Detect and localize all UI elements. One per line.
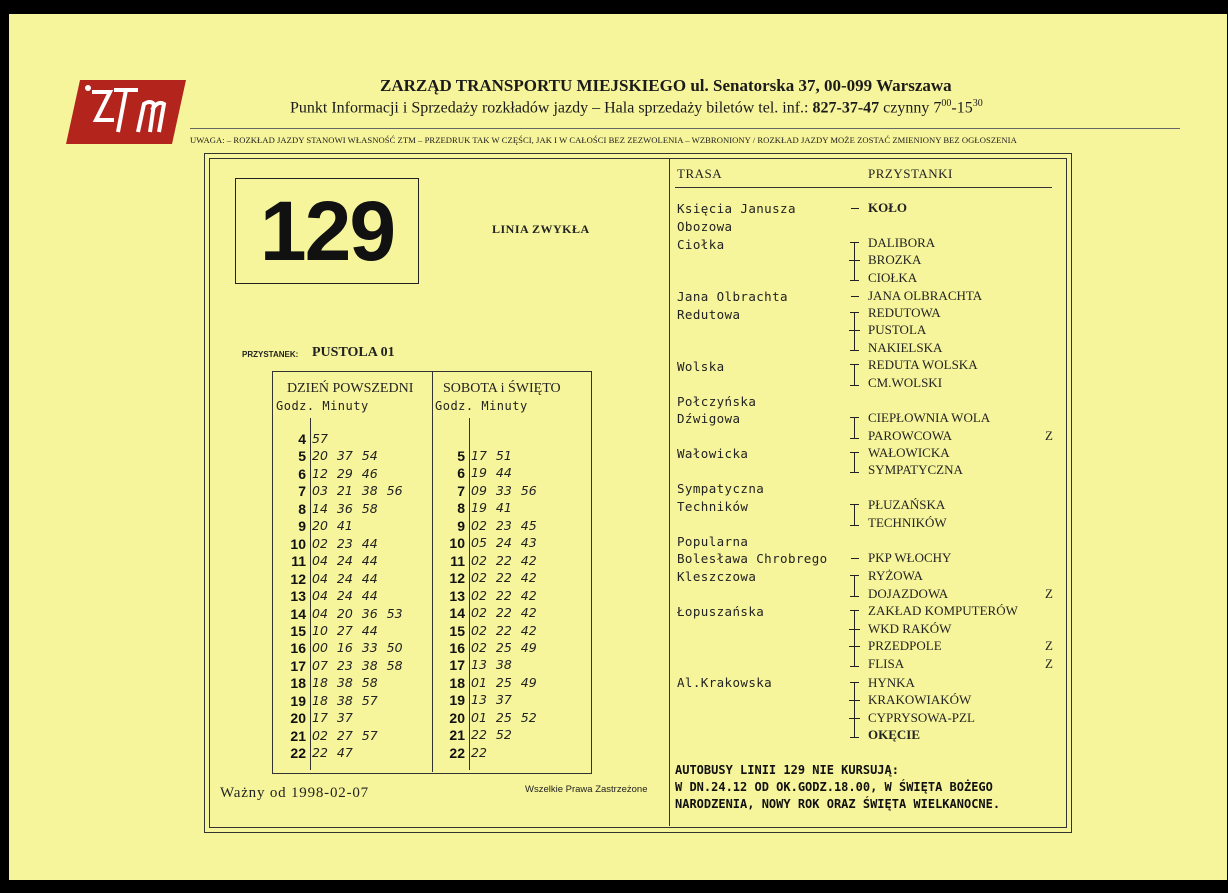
route-street: Sympatyczna	[677, 481, 765, 496]
route-bracket	[854, 312, 855, 350]
phone-number: 827-37-47	[812, 99, 880, 117]
route-tick	[850, 364, 859, 365]
route-tick	[850, 596, 859, 597]
panel-divider	[669, 158, 670, 826]
minutes: 02 23 45	[471, 517, 537, 533]
route-bracket	[854, 417, 855, 438]
route-bracket	[854, 682, 855, 737]
hour: 22	[290, 745, 306, 762]
weekday-hour-rule	[310, 418, 311, 770]
minutes: 05 24 43	[471, 535, 537, 551]
ztm-logo	[66, 80, 186, 144]
route-stop: TECHNIKÓW	[868, 515, 947, 530]
minutes: 02 23 44	[312, 535, 378, 551]
hour: 12	[290, 570, 306, 587]
route-tick	[850, 472, 859, 473]
minutes: 04 20 36 53	[312, 605, 403, 621]
minutes: 04 24 44	[312, 588, 378, 604]
hour: 8	[457, 500, 465, 517]
hour: 8	[298, 500, 306, 517]
route-connector	[851, 558, 859, 559]
route-header: TRASA	[677, 166, 723, 181]
route-tick	[850, 280, 859, 281]
route-street: Połczyńska	[677, 394, 757, 409]
minutes: 02 22 42	[471, 622, 537, 638]
route-tick	[850, 417, 859, 418]
rights-reserved: Wszelkie Prawa Zastrzeżone	[525, 784, 648, 795]
route-stop: ZAKŁAD KOMPUTERÓW	[868, 603, 1018, 618]
route-stop: OKĘCIE	[868, 727, 921, 742]
hour: 18	[449, 674, 465, 691]
route-street: Bolesława Chrobrego	[677, 551, 828, 566]
route-stop: KOŁO	[868, 200, 908, 215]
route-stop: CYPRYSOWA-PZL	[868, 710, 975, 725]
line-type: LINIA ZWYKŁA	[492, 222, 590, 236]
stop-name: PUSTOLA 01	[312, 345, 395, 360]
route-street: Łopuszańska	[677, 604, 765, 619]
minutes: 02 25 49	[471, 639, 537, 655]
hour: 6	[457, 465, 465, 482]
minutes: 01 25 52	[471, 709, 537, 725]
hour: 17	[449, 657, 465, 674]
route-tick	[850, 385, 859, 386]
route-tick	[849, 629, 860, 630]
holiday-subheader: Godz. Minuty	[435, 399, 528, 413]
route-bracket	[854, 452, 855, 472]
route-stop: REDUTOWA	[868, 305, 941, 320]
minutes: 00 16 33 50	[312, 640, 403, 656]
minutes: 19 44	[471, 465, 512, 481]
hour: 17	[290, 657, 306, 674]
header-divider	[190, 128, 1180, 129]
hour: 9	[457, 517, 465, 534]
hour: 7	[298, 483, 306, 500]
route-bracket	[854, 242, 855, 280]
minutes: 22	[471, 744, 487, 760]
valid-from: Ważny od 1998-02-07	[220, 785, 369, 801]
route-header-rule	[675, 187, 1052, 188]
minutes: 18 38 58	[312, 675, 378, 691]
route-connector	[851, 296, 859, 297]
route-tick	[850, 452, 859, 453]
route-stop: REDUTA WOLSKA	[868, 357, 978, 372]
route-stop: HYNKA	[868, 675, 915, 690]
route-stop: RYŻOWA	[868, 568, 923, 583]
hour: 14	[290, 605, 306, 622]
route-tick	[850, 242, 859, 243]
minutes: 14 36 58	[312, 500, 378, 516]
route-tick	[849, 330, 860, 331]
route-bracket	[854, 575, 855, 596]
route-stop: DOJAZDOWA	[868, 586, 949, 601]
hour: 11	[291, 553, 306, 570]
hour: 19	[290, 692, 306, 709]
route-tick	[850, 682, 859, 683]
route-stop: PUSTOLA	[868, 322, 927, 337]
hour: 19	[449, 692, 465, 709]
minutes: 04 24 44	[312, 570, 378, 586]
minutes: 03 21 38 56	[312, 483, 403, 499]
minutes: 18 38 57	[312, 692, 378, 708]
hour: 5	[457, 448, 465, 464]
route-bracket	[854, 610, 855, 666]
route-stop: NAKIELSKA	[868, 340, 943, 355]
hour: 14	[449, 605, 465, 622]
minutes: 22 47	[312, 745, 353, 761]
route-street: Ciołka	[677, 237, 725, 252]
route-street: Jana Olbrachta	[677, 289, 788, 304]
stop-flag: Z	[1045, 586, 1053, 601]
route-tick	[850, 350, 859, 351]
stop-label: PRZYSTANEK:	[242, 350, 299, 359]
route-street: Wałowicka	[677, 446, 749, 461]
minutes: 17 37	[312, 710, 353, 726]
hour: 20	[449, 709, 465, 726]
route-stop: FLISA	[868, 656, 905, 671]
route-tick	[850, 737, 859, 738]
line-number: 129	[259, 184, 395, 278]
hour: 22	[449, 744, 465, 761]
route-street: Popularna	[677, 534, 749, 549]
minutes: 02 22 42	[471, 552, 537, 568]
route-street: Księcia Janusza	[677, 201, 796, 216]
route-tick	[849, 646, 860, 647]
hour: 16	[290, 640, 306, 657]
notice-line: NARODZENIA, NOWY ROK ORAZ ŚWIĘTA WIELKANOCNE.	[675, 797, 1001, 811]
route-street: Kleszczowa	[677, 569, 757, 584]
route-stop: JANA OLBRACHTA	[868, 288, 983, 303]
weekday-subheader: Godz. Minuty	[276, 399, 369, 413]
weekday-title: DZIEŃ POWSZEDNI	[287, 381, 414, 396]
route-stop: WAŁOWICKA	[868, 445, 950, 460]
minutes: 02 22 42	[471, 605, 537, 621]
hour: 11	[450, 552, 465, 569]
route-tick	[850, 666, 859, 667]
route-tick	[850, 525, 859, 526]
route-tick	[849, 718, 860, 719]
route-street: Techników	[677, 499, 749, 514]
stop-flag: Z	[1045, 428, 1053, 443]
route-stop: PRZEDPOLE	[868, 638, 942, 653]
org-header: ZARZĄD TRANSPORTU MIEJSKIEGO ul. Senatorska 37, 00-099 Warszawa	[380, 76, 952, 95]
minutes: 13 37	[471, 692, 512, 708]
route-stop: KRAKOWIAKÓW	[868, 692, 972, 707]
hour: 21	[290, 727, 306, 744]
route-stop: DALIBORA	[868, 235, 936, 250]
minutes: 02 22 42	[471, 570, 537, 586]
minutes: 02 27 57	[312, 727, 378, 743]
hour: 7	[457, 482, 465, 499]
holiday-title: SOBOTA i ŚWIĘTO	[443, 381, 561, 396]
hour: 4	[298, 431, 306, 447]
stop-flag: Z	[1045, 656, 1053, 671]
minutes: 04 24 44	[312, 553, 378, 569]
minutes: 19 41	[471, 500, 512, 516]
route-stop: CM.WOLSKI	[868, 375, 943, 390]
minutes: 13 38	[471, 657, 512, 673]
hour: 15	[290, 622, 306, 639]
route-stop: BROZKA	[868, 252, 922, 267]
minutes: 10 27 44	[312, 622, 378, 638]
minutes: 09 33 56	[471, 482, 537, 498]
notice-line: AUTOBUSY LINII 129 NIE KURSUJĄ:	[675, 763, 899, 777]
route-tick	[849, 260, 860, 261]
route-tick	[850, 438, 859, 439]
minutes: 57	[312, 431, 328, 446]
route-tick	[850, 610, 859, 611]
route-stop: SYMPATYCZNA	[868, 462, 963, 477]
hour: 10	[290, 535, 306, 552]
hour: 18	[290, 675, 306, 692]
route-stop: PŁUZAŃSKA	[868, 497, 946, 512]
hour: 9	[298, 518, 306, 535]
hour: 13	[290, 588, 306, 605]
hour: 16	[449, 639, 465, 656]
minutes: 12 29 46	[312, 465, 378, 481]
route-street: Obozowa	[677, 219, 733, 234]
minutes: 01 25 49	[471, 674, 537, 690]
route-connector	[851, 208, 859, 209]
route-stop: WKD RAKÓW	[868, 621, 952, 636]
notice-line: W DN.24.12 OD OK.GODZ.18.00, W ŚWIĘTA BOŻEGO	[675, 780, 993, 794]
hour: 15	[449, 622, 465, 639]
service-notice	[675, 762, 1000, 813]
minutes: 02 22 42	[471, 587, 537, 603]
route-street: Al.Krakowska	[677, 675, 773, 690]
route-street: Redutowa	[677, 307, 741, 322]
stop-flag: Z	[1045, 638, 1053, 653]
hour: 20	[290, 710, 306, 727]
hour: 13	[449, 587, 465, 604]
route-street: Wolska	[677, 359, 725, 374]
hour: 5	[298, 448, 306, 465]
route-tick	[850, 575, 859, 576]
holiday-hour-rule	[469, 418, 470, 770]
hour: 10	[449, 535, 465, 552]
minutes: 17 51	[471, 448, 512, 463]
route-stop: PAROWCOWA	[868, 428, 953, 443]
route-street: Dźwigowa	[677, 411, 741, 426]
minutes: 22 52	[471, 727, 512, 743]
route-stop: CIOŁKA	[868, 270, 918, 285]
copyright-warning: UWAGA: – ROZKŁAD JAZDY STANOWI WŁASNOŚĆ ZTM – PRZEDRUK TAK W CZĘŚCI, JAK I W CAŁOŚCI BEZ ZEZWOLENIA – WZBRONIONY / ROZKŁAD JAZDY MOŻE ZOSTAĆ ZMIENIONY BEZ OGŁOSZENIA	[190, 135, 1017, 145]
minutes: 20 37 54	[312, 448, 378, 464]
line-number-box	[235, 178, 419, 284]
route-tick	[850, 504, 859, 505]
route-stop: PKP WŁOCHY	[868, 550, 952, 565]
stops-header: PRZYSTANKI	[868, 166, 953, 181]
minutes: 20 41	[312, 518, 353, 534]
route-bracket	[854, 504, 855, 525]
route-tick	[850, 312, 859, 313]
minutes: 07 23 38 58	[312, 657, 403, 673]
hour: 12	[449, 570, 465, 587]
hour: 21	[449, 727, 465, 744]
route-bracket	[854, 364, 855, 385]
info-line: Punkt Informacji i Sprzedaży rozkładów jazdy – Hala sprzedaży biletów tel. inf.: 827-37-47 czynny $7^{00}-15^{30}$	[290, 98, 983, 117]
route-stop: CIEPŁOWNIA WOLA	[868, 410, 991, 425]
hour: 6	[298, 465, 306, 482]
route-tick	[849, 700, 860, 701]
